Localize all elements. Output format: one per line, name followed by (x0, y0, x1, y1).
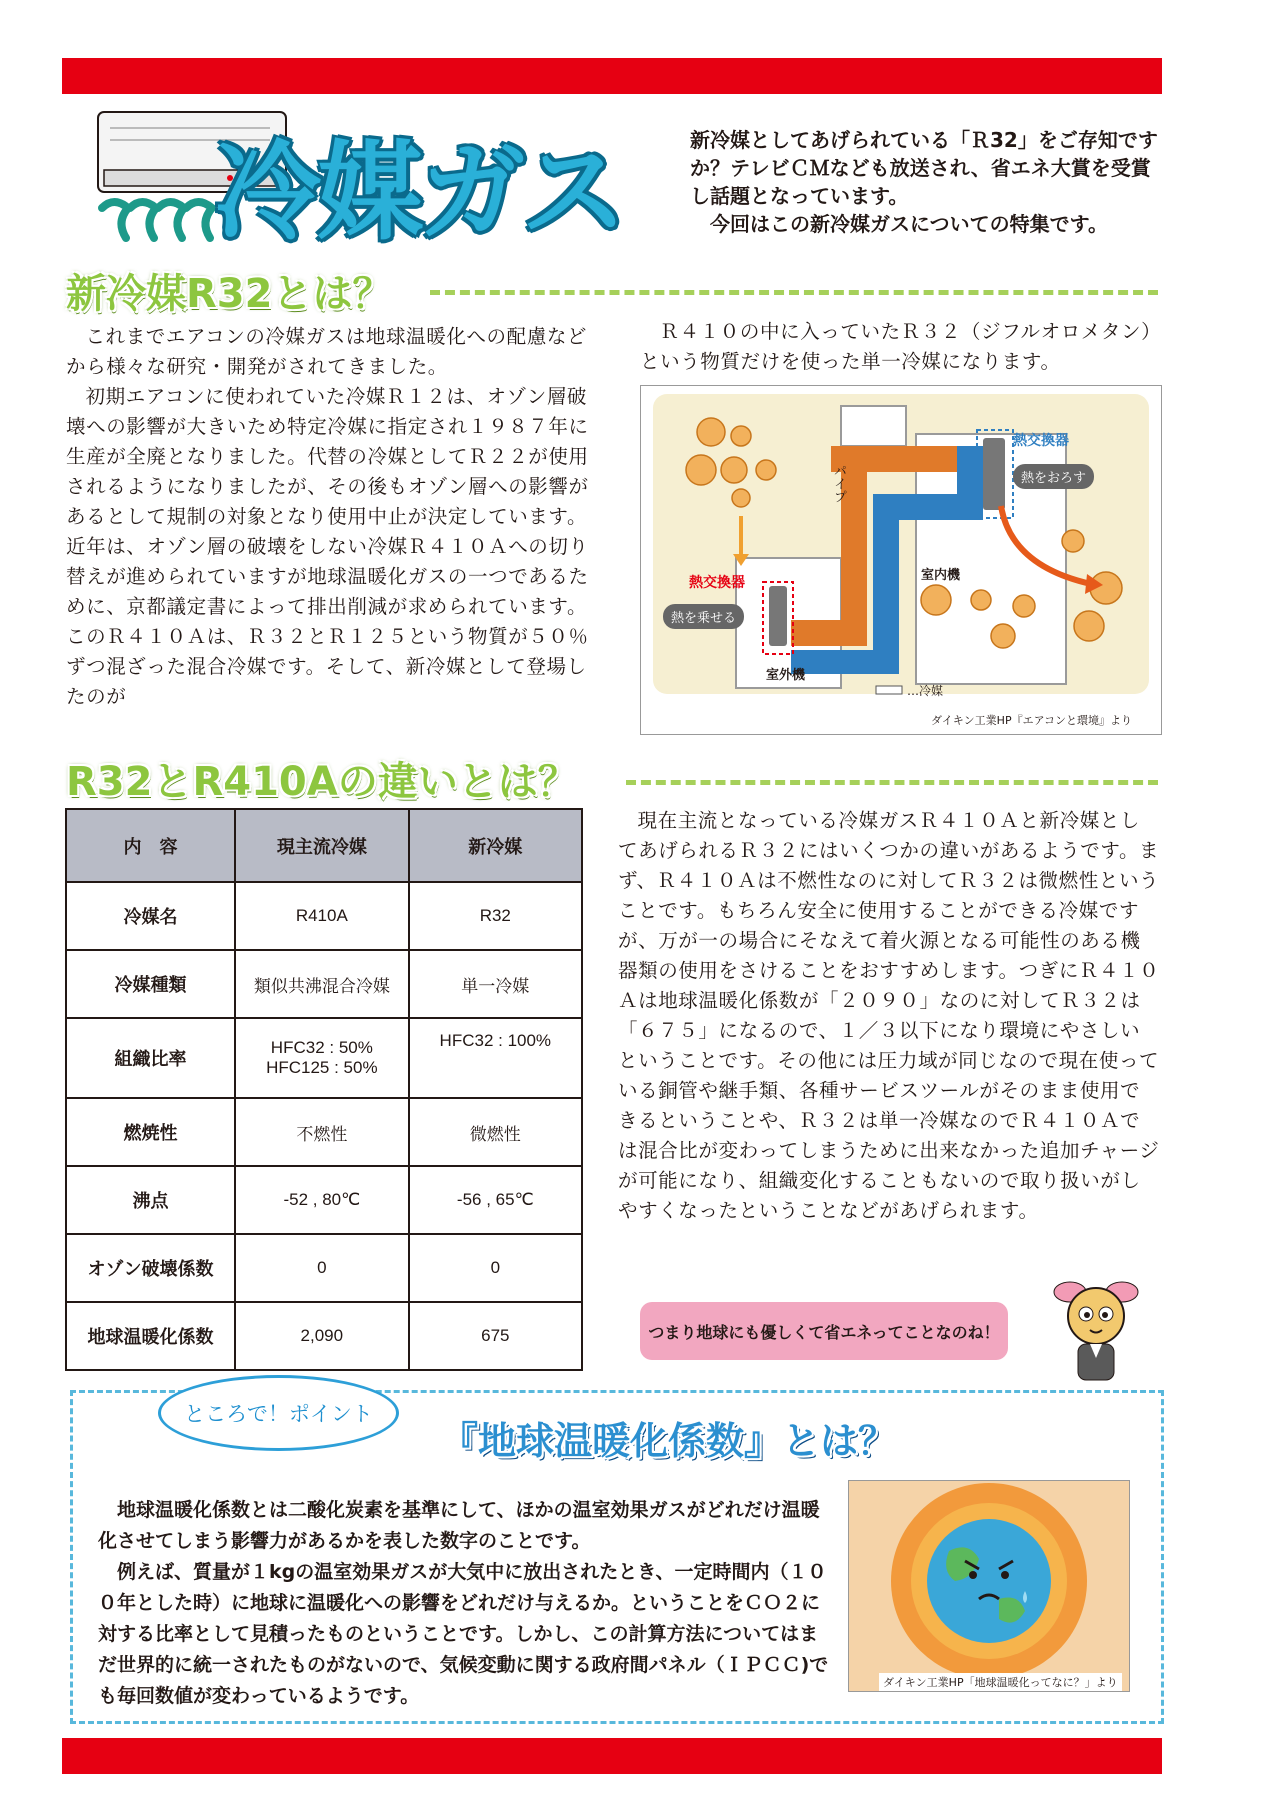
point-bubble: ところで！ポイント (158, 1375, 399, 1451)
cell-new: 675 (409, 1302, 582, 1370)
section1-paragraph-3: Ｒ４１０の中に入っていたＲ３２（ジフルオロメタン）という物質だけを使った単一冷媒になります。 (640, 320, 1152, 373)
cell-new: 単一冷媒 (409, 950, 582, 1018)
section1-paragraph-2: 初期エアコンに使われていた冷媒Ｒ１２は、オゾン層破壊への影響が大きいため特定冷媒に指定され１９８７年に生産が全廃となりました。代替の冷媒としてＲ２２が使用されるようになりましたが、その後もオゾン層への影響があるとして規制の対象となり使用中止が決定しています。近年は、オゾン層の破壊をしない冷媒Ｒ４１０Ａへの切り替えが進められていますが地球温暖化ガスの一つであるために、京都議定書によって排出削減が求められています。このＲ４１０Ａは、Ｒ３２とＲ１２５という物質が５０％ずつ混ざった混合冷媒です。そして、新冷媒として登場したのが (66, 385, 589, 708)
fig-label-load-heat: 熱を乗せる (663, 604, 744, 629)
section1-dashed-rule (430, 290, 1158, 295)
cell-current: 不燃性 (235, 1098, 409, 1166)
table-row (66, 1166, 582, 1234)
speech-box: つまり地球にも優しくて省エネってことなのね！ (640, 1302, 1008, 1360)
cell-current: -52 , 80℃ (235, 1166, 409, 1234)
table-row (66, 1098, 582, 1166)
table-row (66, 1234, 582, 1302)
earth-caption: ダイキン工業HP「地球温暖化ってなに？」より (879, 1673, 1122, 1691)
cell-new: 微燃性 (409, 1098, 582, 1166)
table-row (66, 950, 582, 1018)
section2-text (618, 806, 1160, 1226)
cell-new: 0 (409, 1234, 582, 1302)
row-label: 冷媒名 (66, 882, 235, 950)
refrigerant-cycle-figure (640, 385, 1162, 735)
bottom-red-bar (62, 1738, 1162, 1774)
fig-label-legend: …冷媒 (907, 684, 944, 698)
row-label: 冷媒種類 (66, 950, 235, 1018)
section1-paragraph-1: これまでエアコンの冷媒ガスは地球温暖化への配慮などから様々な研究・開発がされてきました。 (66, 325, 588, 378)
cell-current: R410A (235, 882, 409, 950)
point-text (98, 1495, 830, 1712)
table-header-row (66, 809, 582, 882)
row-label: 地球温暖化係数 (66, 1302, 235, 1370)
table-header: 新冷媒 (409, 809, 582, 882)
cell-current: 2,090 (235, 1302, 409, 1370)
section1-left-text (66, 322, 606, 712)
fig-caption: ダイキン工業HP『エアコンと環境』より (931, 714, 1133, 727)
row-label: 燃焼性 (66, 1098, 235, 1166)
fig-label-outdoor: 室外機 (766, 668, 806, 683)
intro-text (690, 126, 1160, 238)
table-row (66, 1302, 582, 1370)
table-row (66, 882, 582, 950)
section2-paragraph: 現在主流となっている冷媒ガスＲ４１０Ａと新冷媒としてあげられるＲ３２にはいくつかの違いがあるようです。まず、Ｒ４１０Ａは不燃性なのに対してＲ３２は微燃性ということです。もちろん安全に使用することができる冷媒ですが、万が一の場合にそなえて着火源となる可能性のある機器類の使用をさけることをおすすめします。つぎにＲ４１０Ａは地球温暖化係数が「２０９０」なのに対してＲ３２は「６７５」になるので、１／３以下になり環境にやさしいということです。その他には圧力域が同じなので現在使っている銅管や継手類、各種サービスツールがそのまま使用できるということや、Ｒ３２は単一冷媒なのでＲ４１０Ａでは混合比が変わってしまうために出来なかった追加チャージが可能になり、組織変化することもないので取り扱いがしやすくなったということなどがあげられます。 (618, 809, 1160, 1222)
fig-label-hx-top: 熱交換器 (1013, 433, 1069, 449)
top-red-bar (62, 58, 1162, 94)
comparison-table (65, 808, 583, 1371)
point-paragraph-1: 地球温暖化係数とは二酸化炭素を基準にして、ほかの温室効果ガスがどれだけ温暖化させてしまう影響力があるかを表した数字のことです。 (98, 1499, 820, 1552)
table-header: 内 容 (66, 809, 235, 882)
point-title: 『地球温暖化係数』とは？ (440, 1419, 897, 1463)
cell-current: 類似共沸混合冷媒 (235, 950, 409, 1018)
cell-current: HFC32 : 50% HFC125 : 50% (235, 1018, 409, 1098)
page-title: 冷媒ガス (215, 131, 623, 254)
section2-dashed-rule (626, 780, 1158, 785)
cell-current: 0 (235, 1234, 409, 1302)
point-paragraph-2: 例えば、質量が１kgの温室効果ガスが大気中に放出されたとき、一定時間内（１００年とした時）に地球に温暖化への影響をどれだけ与えるか。ということをＣＯ２に対する比率として見積ったものということです。しかし、この計算方法についてはまだ世界的に統一されたものがないので、気候変動に関する政府間パネル（ＩＰＣＣ)でも毎回数値が変わっているようです。 (98, 1561, 829, 1707)
row-label: オゾン破壊係数 (66, 1234, 235, 1302)
table-header: 現主流冷媒 (235, 809, 409, 882)
table-row (66, 1018, 582, 1098)
section2-title: R32とR410Aの違いとは？ (66, 759, 578, 805)
fig-label-hx-bottom: 熱交換器 (689, 575, 745, 591)
row-label: 沸点 (66, 1166, 235, 1234)
mascot-illustration (1040, 1272, 1150, 1382)
section1-title: 新冷媒R32とは？ (66, 271, 393, 317)
cell-new: HFC32 : 100% (409, 1018, 582, 1098)
intro-line-1: 新冷媒としてあげられている「Ｒ32」をご存知ですか？テレビＣＭなども放送され、省エネ大賞を受賞し話題となっています。 (690, 128, 1158, 208)
fig-label-pipe: パイプ (831, 464, 846, 503)
section1-right-text (640, 317, 1160, 377)
earth-figure (848, 1480, 1130, 1692)
cell-new: R32 (409, 882, 582, 950)
refrigerant-cycle-diagram (641, 386, 1161, 734)
earth-illustration (849, 1481, 1129, 1691)
intro-line-2: 今回はこの新冷媒ガスについての特集です。 (710, 212, 1108, 236)
fig-label-indoor: 室内機 (921, 568, 961, 583)
row-label: 組織比率 (66, 1018, 235, 1098)
cell-new: -56 , 65℃ (409, 1166, 582, 1234)
fig-label-release-heat: 熱をおろす (1013, 464, 1094, 489)
